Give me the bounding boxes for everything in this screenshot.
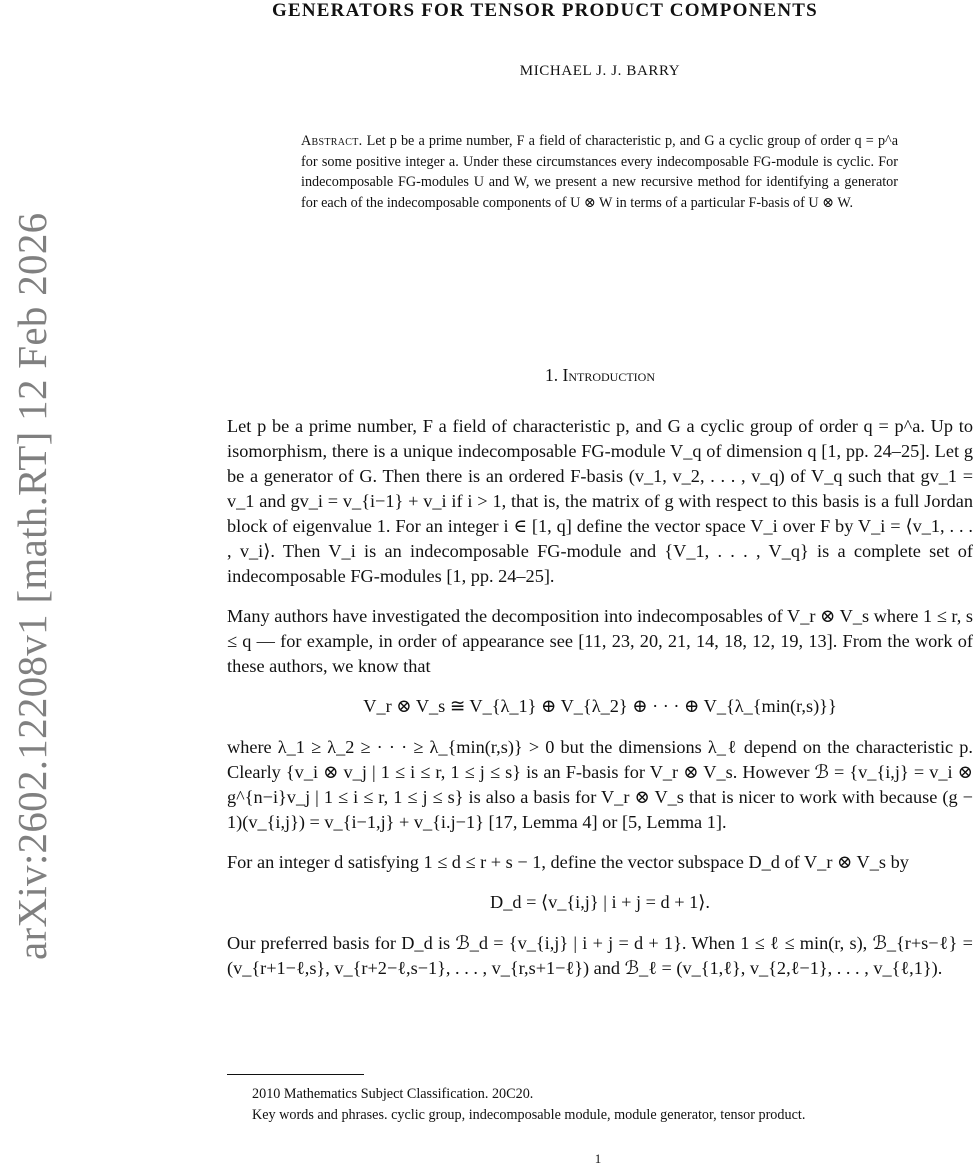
paragraph-subspace: For an integer d satisfying 1 ≤ d ≤ r + s − 1, define the vector subspace D_d of V_r ⊗ V_s by [227,852,909,872]
abstract [301,131,898,214]
footnotes [227,1084,973,1126]
paper-title: GENERATORS FOR TENSOR PRODUCT COMPONENTS [272,0,818,21]
display-equation-decomposition: V_r ⊗ V_s ≅ V_{λ_1} ⊕ V_{λ_2} ⊕ · · · ⊕ V_{λ_{min(r,s)}} [363,696,837,716]
section-heading [227,365,973,386]
paragraph-basis: where λ_1 ≥ λ_2 ≥ · · · ≥ λ_{min(r,s)} > 0 but the dimensions λ_ℓ depend on the characteristic p. Clearly {v_i ⊗ v_j | 1 ≤ i ≤ r, 1 ≤ j ≤ s} is an F-basis for V_r ⊗ V_s. However ℬ = {v_{i,j} = v_i ⊗ g^{n−i}v_j | 1 ≤ i ≤ r, 1 ≤ j ≤ s} is also a basis for V_r ⊗ V_s that is nicer to work with because (g − 1)(v_{i,j}) = v_{i−1,j} + v_{i.j−1} [17, Lemma 4] or [5, Lemma 1]. [227,737,973,832]
section-number: 1. [545,365,559,385]
display-equation-subspace: D_d = ⟨v_{i,j} | i + j = d + 1⟩. [490,892,710,912]
footnote-keywords: Key words and phrases. cyclic group, indecomposable module, module generator, tensor product. [252,1107,806,1123]
section-title: Introduction [562,365,655,385]
paragraph-authors: Many authors have investigated the decomposition into indecomposables of V_r ⊗ V_s where 1 ≤ r, s ≤ q — for example, in order of appearance see [11, 23, 20, 21, 14, 18, 12, 19, 13]. From the work of these authors, we know that [227,606,973,676]
main-text [227,414,973,996]
abstract-label: Abstract. [301,133,363,149]
abstract-text: Let p be a prime number, F a field of characteristic p, and G a cyclic group of order q = p^a for some positive integer a. Under these circumstances every indecomposable FG-module is cyclic. For indecomposable FG-modules U and W, we present a new recursive method for identifying a generator for each of the indecomposable components of U ⊗ W in terms of a particular F-basis of U ⊗ W. [301,133,898,212]
footnote-msc: 2010 Mathematics Subject Classification. 20C20. [252,1086,534,1102]
paragraph-intro: Let p be a prime number, F a field of characteristic p, and G a cyclic group of order q = p^a. Up to isomorphism, there is a unique indecomposable FG-module V_q of dimension q [1, pp. 24–25]. Let g be a generator of G. Then there is an ordered F-basis (v_1, v_2, . . . , v_q) of V_q such that gv_1 = v_1 and gv_i = v_{i−1} + v_i if i > 1, that is, the matrix of g with respect to this basis is a full Jordan block of eigenvalue 1. For an integer i ∈ [1, q] define the vector space V_i over F by V_i = ⟨v_1, . . . , v_i⟩. Then V_i is an indecomposable FG-module and {V_1, . . . , V_q} is a complete set of indecomposable FG-modules [1, pp. 24–25]. [227,416,973,586]
author-name: MICHAEL J. J. BARRY [519,63,681,79]
page-number: 1 [594,1151,602,1166]
paragraph-preferred-basis: Our preferred basis for D_d is ℬ_d = {v_{i,j} | i + j = d + 1}. When 1 ≤ ℓ ≤ min(r, s), ℬ_{r+s−ℓ} = (v_{r+1−ℓ,s}, v_{r+2−ℓ,s−1}, . . . , v_{r,s+1−ℓ}) and ℬ_ℓ = (v_{1,ℓ}, v_{2,ℓ−1}, . . . , v_{ℓ,1}). [227,933,973,978]
arxiv-identifier-stamp: arXiv:2602.12208v1 [math.RT] 12 Feb 2026 [9,212,55,960]
footnote-rule [227,1074,364,1075]
